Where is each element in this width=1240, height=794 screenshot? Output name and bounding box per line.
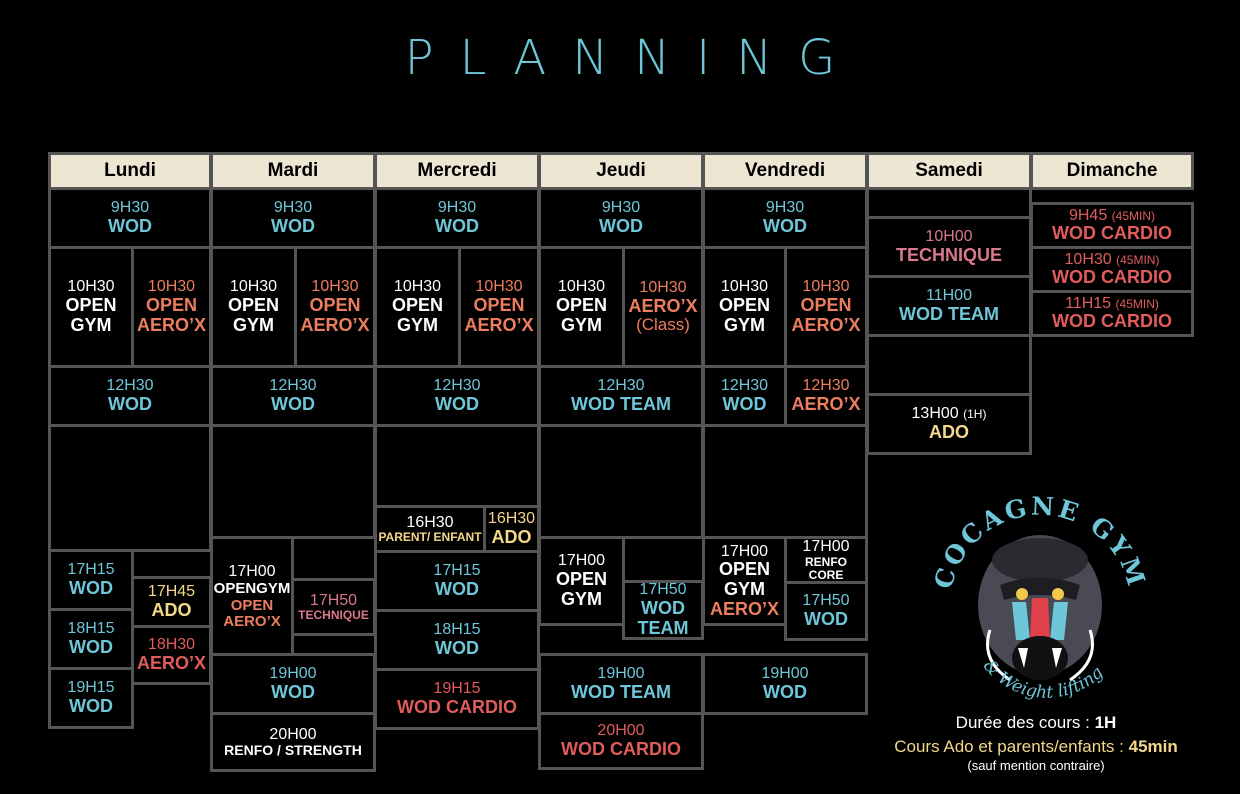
session-time: 17H00 bbox=[228, 563, 276, 581]
session-time: 12H30 bbox=[597, 377, 645, 395]
session-cell bbox=[374, 187, 540, 249]
session-time: 9H45 bbox=[1068, 206, 1108, 224]
session-cell bbox=[483, 505, 540, 553]
session-name: WOD bbox=[599, 215, 643, 236]
session-time: 12H30 bbox=[433, 377, 481, 395]
session-name: WOD bbox=[435, 215, 479, 236]
session-cell bbox=[48, 549, 134, 611]
session-name: OPEN bbox=[145, 295, 197, 315]
session-name: WOD TEAM bbox=[571, 393, 671, 414]
session-duration: (1H) bbox=[963, 407, 987, 422]
session-cell bbox=[291, 578, 376, 636]
session-time: 18H15 bbox=[67, 620, 115, 638]
session-cell bbox=[210, 536, 294, 658]
session-name: AERO’X bbox=[628, 295, 698, 316]
session-duration: (45MIN) bbox=[1115, 296, 1159, 311]
session-name: WOD TEAM bbox=[571, 681, 671, 702]
session-name: OPEN bbox=[555, 569, 607, 589]
session-cell bbox=[784, 581, 868, 641]
session-time: 10H30 bbox=[67, 278, 115, 296]
session-time: 9H30 bbox=[273, 199, 313, 217]
session-time: 12H30 bbox=[269, 377, 317, 395]
session-name: AERO’X bbox=[791, 393, 861, 414]
session-time: 19H00 bbox=[597, 665, 645, 683]
day-header-mardi: Mardi bbox=[210, 152, 376, 190]
session-name: OPEN bbox=[555, 295, 607, 315]
session-name: ADO bbox=[491, 526, 532, 547]
session-name: RENFO / STRENGTH bbox=[224, 742, 362, 759]
ado-info bbox=[866, 737, 1206, 757]
session-cell bbox=[210, 187, 376, 249]
session-name: RENFO CORE bbox=[805, 554, 847, 582]
session-cell bbox=[538, 246, 625, 368]
session-name: WOD bbox=[641, 598, 685, 618]
session-name: WOD CARDIO bbox=[1052, 223, 1172, 244]
session-cell bbox=[622, 580, 704, 640]
session-time: 13H00 bbox=[911, 405, 959, 423]
ado-value: 45min bbox=[1128, 737, 1178, 756]
session-cell bbox=[784, 246, 868, 368]
session-cell bbox=[1030, 246, 1194, 293]
session-time: 10H30 bbox=[720, 278, 769, 296]
session-name: GYM bbox=[560, 588, 602, 609]
session-time: 19H00 bbox=[761, 665, 809, 683]
session-name: GYM bbox=[723, 314, 765, 335]
session-duration: (45MIN) bbox=[1111, 208, 1156, 223]
session-time: 9H30 bbox=[110, 199, 150, 217]
session-cell bbox=[48, 608, 134, 670]
session-time: 10H30 bbox=[802, 278, 850, 296]
day-header-vendredi: Vendredi bbox=[702, 152, 868, 190]
session-name: WOD bbox=[69, 695, 113, 716]
session-time: 17H15 bbox=[433, 562, 481, 580]
session-time: 17H45 bbox=[147, 583, 196, 601]
session-time: 9H30 bbox=[437, 199, 477, 217]
session-time: 11H00 bbox=[926, 287, 972, 305]
mandrill-icon bbox=[930, 490, 1150, 710]
session-time: 17H00 bbox=[557, 552, 606, 570]
session-name: AERO’X bbox=[464, 314, 534, 335]
session-time: 9H30 bbox=[765, 199, 805, 217]
empty-cell bbox=[866, 187, 1032, 219]
empty-cell bbox=[702, 424, 868, 539]
session-name: WOD CARDIO bbox=[1052, 311, 1172, 332]
session-cell bbox=[1030, 202, 1194, 249]
session-name: OPEN bbox=[473, 295, 525, 315]
session-name: GYM bbox=[723, 578, 765, 599]
session-cell bbox=[622, 246, 704, 368]
session-cell bbox=[538, 653, 704, 715]
session-name: OPEN bbox=[230, 596, 274, 614]
session-name: WOD bbox=[69, 636, 113, 657]
session-time: 10H30 bbox=[229, 278, 278, 296]
logo-title: COCAGNE GYM bbox=[930, 491, 1150, 593]
session-cell bbox=[1030, 290, 1194, 337]
session-name: WOD bbox=[271, 215, 315, 236]
day-header-dimanche: Dimanche bbox=[1030, 152, 1194, 190]
logo-subtitle: & Weight lifting bbox=[978, 655, 1108, 703]
session-cell bbox=[374, 668, 540, 730]
page-title: PLANNING bbox=[404, 30, 862, 86]
session-name: WOD bbox=[69, 577, 113, 598]
session-name: OPEN bbox=[227, 295, 279, 315]
session-name: ADO bbox=[929, 421, 969, 442]
session-cell bbox=[374, 609, 540, 671]
session-time: 12H30 bbox=[802, 377, 850, 395]
session-name: WOD bbox=[108, 215, 152, 236]
session-time: 18H15 bbox=[433, 621, 481, 639]
session-name: WOD CARDIO bbox=[397, 696, 517, 717]
session-name: TEAM bbox=[637, 617, 689, 638]
session-name: WOD bbox=[108, 393, 152, 414]
session-name: WOD CARDIO bbox=[561, 738, 681, 759]
session-name: OPEN bbox=[718, 295, 770, 315]
empty-cell bbox=[866, 334, 1032, 396]
session-name: WOD bbox=[722, 393, 767, 414]
session-cell bbox=[131, 246, 212, 368]
session-name: WOD bbox=[271, 681, 315, 702]
session-cell bbox=[374, 550, 540, 612]
session-cell bbox=[538, 536, 625, 626]
session-time: 10H30 bbox=[147, 278, 196, 296]
day-header-samedi: Samedi bbox=[866, 152, 1032, 190]
session-cell bbox=[538, 712, 704, 770]
session-time: 10H00 bbox=[925, 228, 973, 246]
gym-logo bbox=[930, 490, 1150, 710]
session-cell bbox=[131, 576, 212, 628]
session-time: 20H00 bbox=[597, 722, 645, 740]
session-cell bbox=[702, 365, 787, 427]
session-name: AERO’X bbox=[223, 613, 281, 631]
session-name: OPEN bbox=[800, 295, 852, 315]
session-name: WOD bbox=[763, 215, 807, 236]
session-time: 20H00 bbox=[269, 725, 317, 743]
session-name: AERO’X bbox=[136, 652, 206, 673]
session-time: 17H15 bbox=[67, 561, 115, 579]
session-name: WOD CARDIO bbox=[1052, 267, 1172, 288]
session-name: GYM bbox=[396, 314, 438, 335]
session-name: OPEN bbox=[391, 295, 443, 315]
session-cell bbox=[374, 365, 540, 427]
session-time: 17H50 bbox=[639, 581, 687, 599]
duration-value: 1H bbox=[1094, 713, 1117, 732]
day-header-mercredi: Mercredi bbox=[374, 152, 540, 190]
session-time: 10H30 bbox=[639, 278, 687, 296]
session-cell bbox=[210, 653, 376, 715]
session-name: WOD bbox=[435, 393, 479, 414]
session-time: 18H30 bbox=[147, 636, 196, 654]
session-name: (Class) bbox=[636, 315, 690, 335]
session-time: 17H50 bbox=[309, 591, 358, 609]
session-name: WOD bbox=[435, 637, 479, 658]
session-cell bbox=[784, 536, 868, 584]
session-time: 10H30 bbox=[1064, 250, 1112, 268]
session-name: TECHNIQUE bbox=[895, 244, 1002, 265]
session-cell bbox=[374, 505, 486, 553]
empty-cell bbox=[374, 424, 540, 508]
session-time: 17H00 bbox=[720, 542, 769, 560]
session-cell bbox=[210, 712, 376, 772]
session-cell bbox=[48, 187, 212, 249]
session-name: ADO bbox=[151, 599, 192, 620]
session-cell bbox=[702, 187, 868, 249]
session-time: 10H30 bbox=[557, 278, 606, 296]
session-name: AERO’X bbox=[791, 314, 861, 335]
info-note: (sauf mention contraire) bbox=[967, 758, 1105, 773]
session-name: OPENGYM bbox=[213, 580, 291, 598]
empty-cell bbox=[48, 424, 212, 552]
session-name: OPEN bbox=[65, 295, 117, 315]
session-time: 17H00 bbox=[802, 538, 850, 556]
session-time: 10H30 bbox=[311, 278, 359, 296]
session-name: OPEN bbox=[718, 559, 770, 580]
session-time: 10H30 bbox=[475, 278, 523, 296]
session-name: AERO’X bbox=[136, 314, 206, 335]
session-name: WOD bbox=[271, 393, 315, 414]
day-header-lundi: Lundi bbox=[48, 152, 212, 190]
session-cell bbox=[866, 216, 1032, 278]
session-duration: (45MIN) bbox=[1116, 252, 1160, 267]
day-header-jeudi: Jeudi bbox=[538, 152, 704, 190]
session-name: AERO’X bbox=[300, 314, 370, 335]
session-cell bbox=[538, 187, 704, 249]
session-time: 11H15 bbox=[1065, 294, 1112, 312]
empty-cell bbox=[538, 424, 704, 539]
session-cell bbox=[702, 653, 868, 715]
session-name: OPEN bbox=[309, 295, 361, 315]
session-time: 16H30 bbox=[487, 510, 536, 528]
session-name: PARENT/ ENFANT bbox=[378, 530, 482, 545]
session-time: 12H30 bbox=[106, 377, 154, 395]
session-name: TECHNIQUE bbox=[298, 608, 369, 623]
session-cell bbox=[210, 246, 297, 368]
session-cell bbox=[702, 536, 787, 626]
session-time: 17H50 bbox=[802, 592, 850, 610]
session-name: WOD bbox=[804, 608, 848, 629]
session-time: 16H30 bbox=[406, 513, 454, 531]
session-cell bbox=[866, 275, 1032, 337]
session-cell bbox=[48, 365, 212, 427]
session-cell bbox=[48, 246, 134, 368]
session-time: 9H30 bbox=[601, 199, 641, 217]
session-name: WOD TEAM bbox=[899, 303, 999, 324]
session-time: 10H30 bbox=[393, 278, 442, 296]
duration-label: Durée des cours : bbox=[955, 713, 1095, 732]
session-name: GYM bbox=[232, 314, 274, 335]
session-cell bbox=[866, 393, 1032, 455]
session-cell bbox=[458, 246, 540, 368]
duration-info bbox=[866, 713, 1206, 733]
session-cell bbox=[48, 667, 134, 729]
session-time: 19H15 bbox=[433, 680, 481, 698]
session-cell bbox=[784, 365, 868, 427]
session-time: 19H15 bbox=[67, 679, 115, 697]
session-cell bbox=[702, 246, 787, 368]
session-time: 12H30 bbox=[720, 377, 769, 395]
session-cell bbox=[294, 246, 376, 368]
session-cell bbox=[374, 246, 461, 368]
session-name: WOD bbox=[763, 681, 807, 702]
session-cell bbox=[131, 625, 212, 685]
session-name: WOD bbox=[435, 578, 479, 599]
empty-cell bbox=[210, 424, 376, 539]
ado-label: Cours Ado et parents/enfants : bbox=[894, 737, 1129, 756]
session-name: AERO’X bbox=[709, 598, 779, 619]
session-name: GYM bbox=[560, 314, 602, 335]
session-cell bbox=[210, 365, 376, 427]
session-name: GYM bbox=[70, 314, 112, 335]
session-cell bbox=[538, 365, 704, 427]
session-time: 19H00 bbox=[269, 665, 317, 683]
